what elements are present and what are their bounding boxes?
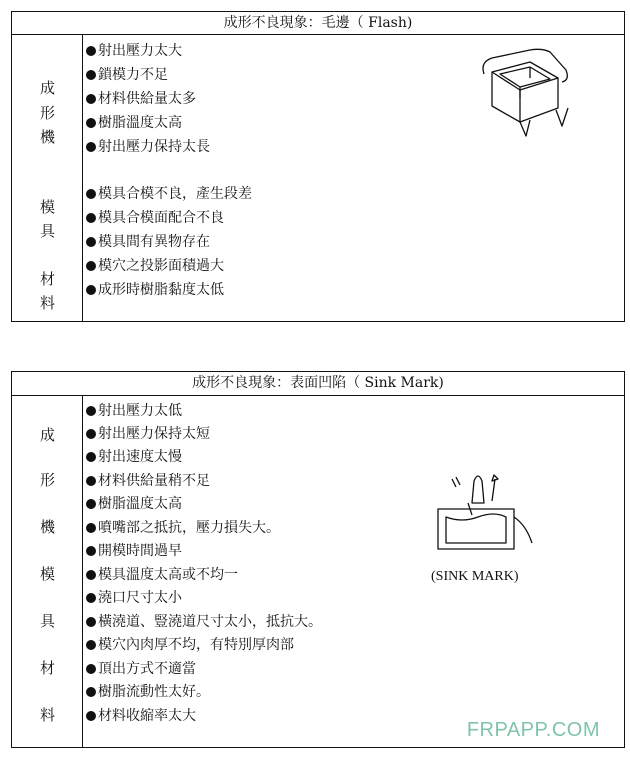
bullet-icon xyxy=(86,499,96,509)
bullet-icon xyxy=(86,452,96,462)
bullet-icon xyxy=(86,570,96,580)
bullet-icon xyxy=(86,70,96,80)
bullet-icon xyxy=(86,523,96,533)
sink-item: 噴嘴部之抵抗，壓力損失大。 xyxy=(86,517,280,537)
flash-item: 模具合模面配合不良 xyxy=(86,207,224,227)
sink-item: 樹脂流動性太好。 xyxy=(86,681,210,701)
flash-label-6: 材 xyxy=(39,270,55,288)
bullet-icon xyxy=(86,406,96,416)
bullet-icon xyxy=(86,189,96,199)
bullet-icon xyxy=(86,118,96,128)
flash-label-2: 形 xyxy=(39,104,55,122)
watermark: FRPAPP.COM xyxy=(466,719,600,741)
flash-item: 鎖模力不足 xyxy=(86,64,168,84)
flash-label-1: 成 xyxy=(39,79,55,97)
flash-item: 成形時樹脂黏度太低 xyxy=(86,279,224,299)
sink-label-2: 形 xyxy=(39,471,55,489)
flash-item: 射出壓力太大 xyxy=(86,40,182,60)
bullet-icon xyxy=(86,237,96,247)
sink-label-3: 機 xyxy=(39,518,55,536)
sink-label-6: 材 xyxy=(39,659,55,677)
sink-item: 樹脂溫度太高 xyxy=(86,493,182,513)
flash-box-illustration xyxy=(470,40,580,150)
bullet-icon xyxy=(86,617,96,627)
sink-item: 澆口尺寸太小 xyxy=(86,587,182,607)
sink-item: 材料收縮率太大 xyxy=(86,705,196,725)
sink-label-column xyxy=(12,396,83,747)
sink-mark-table xyxy=(11,371,625,748)
sink-mark-caption: (SINK MARK) xyxy=(431,569,519,584)
bullet-icon xyxy=(86,664,96,674)
bullet-icon xyxy=(86,142,96,152)
sink-item: 射出速度太慢 xyxy=(86,446,182,466)
bullet-icon xyxy=(86,476,96,486)
bullet-icon xyxy=(86,261,96,271)
sink-item: 射出壓力保持太短 xyxy=(86,423,210,443)
sink-item: 材料供給量稍不足 xyxy=(86,470,210,490)
flash-item: 模具合模不良，產生段差 xyxy=(86,183,252,203)
flash-label-column xyxy=(12,35,83,321)
bullet-icon xyxy=(86,640,96,650)
bullet-icon xyxy=(86,711,96,721)
sink-item: 模具溫度太高或不均一 xyxy=(86,564,238,584)
sink-item: 頂出方式不適當 xyxy=(86,658,196,678)
bullet-icon xyxy=(86,46,96,56)
sink-label-5: 具 xyxy=(39,612,55,630)
sink-item: 橫澆道、豎澆道尺寸太小，抵抗大。 xyxy=(86,611,322,631)
sink-item: 開模時間過早 xyxy=(86,540,182,560)
flash-title: 成形不良現象：毛邊（ Flash) xyxy=(12,12,624,35)
flash-item: 模具間有異物存在 xyxy=(86,231,210,251)
bullet-icon xyxy=(86,285,96,295)
flash-label-4: 模 xyxy=(39,198,55,216)
flash-table xyxy=(11,11,625,322)
bullet-icon xyxy=(86,429,96,439)
sink-item: 模穴內肉厚不均，有特別厚肉部 xyxy=(86,634,294,654)
flash-item: 射出壓力保持太長 xyxy=(86,136,210,156)
sink-mark-title: 成形不良現象：表面凹陷（ Sink Mark) xyxy=(12,372,624,396)
bullet-icon xyxy=(86,593,96,603)
bullet-icon xyxy=(86,94,96,104)
sink-label-7: 料 xyxy=(39,706,55,724)
flash-label-3: 機 xyxy=(39,128,55,146)
bullet-icon xyxy=(86,546,96,556)
sink-label-1: 成 xyxy=(39,426,55,444)
flash-label-5: 具 xyxy=(39,222,55,240)
flash-item: 模穴之投影面積過大 xyxy=(86,255,224,275)
sink-mark-illustration xyxy=(432,467,542,557)
bullet-icon xyxy=(86,687,96,697)
bullet-icon xyxy=(86,213,96,223)
flash-item: 樹脂溫度太高 xyxy=(86,112,182,132)
flash-item: 材料供給量太多 xyxy=(86,88,196,108)
sink-item: 射出壓力太低 xyxy=(86,400,182,420)
flash-label-7: 料 xyxy=(39,294,55,312)
sink-label-4: 模 xyxy=(39,565,55,583)
